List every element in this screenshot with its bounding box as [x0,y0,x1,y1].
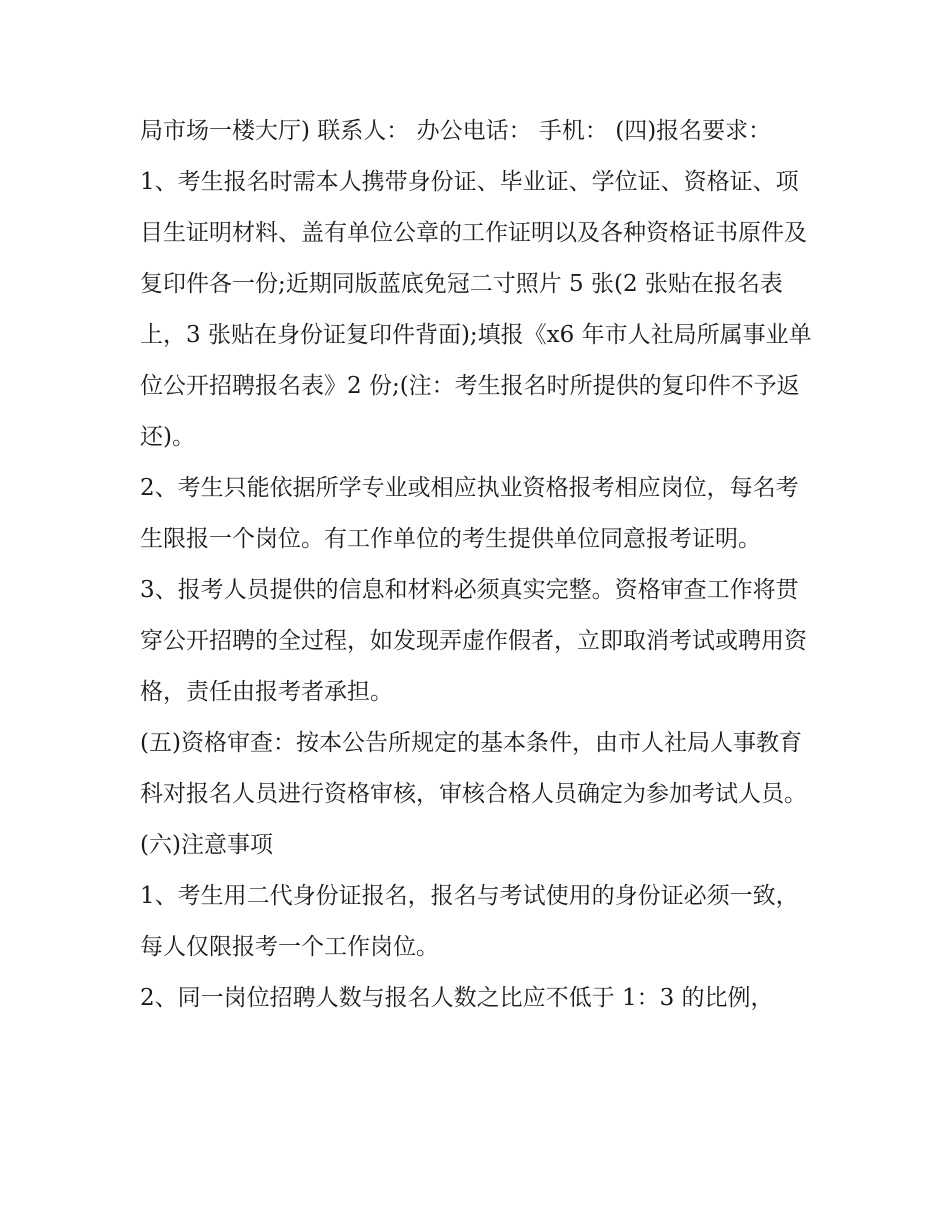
paragraph-qualification-review: (五)资格审查：按本公告所规定的基本条件，由市人社局人事教育科对报名人员进行资格审核，审核合格人员确定为参加考试人员。 (六)注意事项 [140,730,807,858]
paragraph-requirement-2: 2、考生只能依据所学专业或相应执业资格报考相应岗位，每名考生限报一个岗位。有工作单位的考生提供单位同意报考证明。 [140,475,799,552]
document-body [140,106,812,1024]
paragraph-notice-2: 2、同一岗位招聘人数与报名人数之比应不低于 1：3 的比例， [140,985,774,1011]
paragraph-notice-1: 1、考生用二代身份证报名，报名与考试使用的身份证必须一致，每人仅限报考一个工作岗位。 [140,883,799,960]
paragraph-contact-info: 局市场一楼大厅) 联系人： 办公电话： 手机： (四)报名要求： [140,118,772,144]
paragraph-requirement-3: 3、报考人员提供的信息和材料必须真实完整。资格审查工作将贯穿公开招聘的全过程，如发现弄虚作假者，立即取消考试或聘用资格，责任由报考者承担。 [140,577,807,705]
paragraph-requirement-1: 1、考生报名时需本人携带身份证、毕业证、学位证、资格证、项目生证明材料、盖有单位公章的工作证明以及各种资格证书原件及复印件各一份;近期同版蓝底免冠二寸照片 5 张(2 张贴在报名表上，3 张贴在身份证复印件背面);填报《x6 年市人社局所属事业单位公开招聘报名表》2 份;(注：考生报名时所提供的复印件不予返还)。 [140,169,812,450]
